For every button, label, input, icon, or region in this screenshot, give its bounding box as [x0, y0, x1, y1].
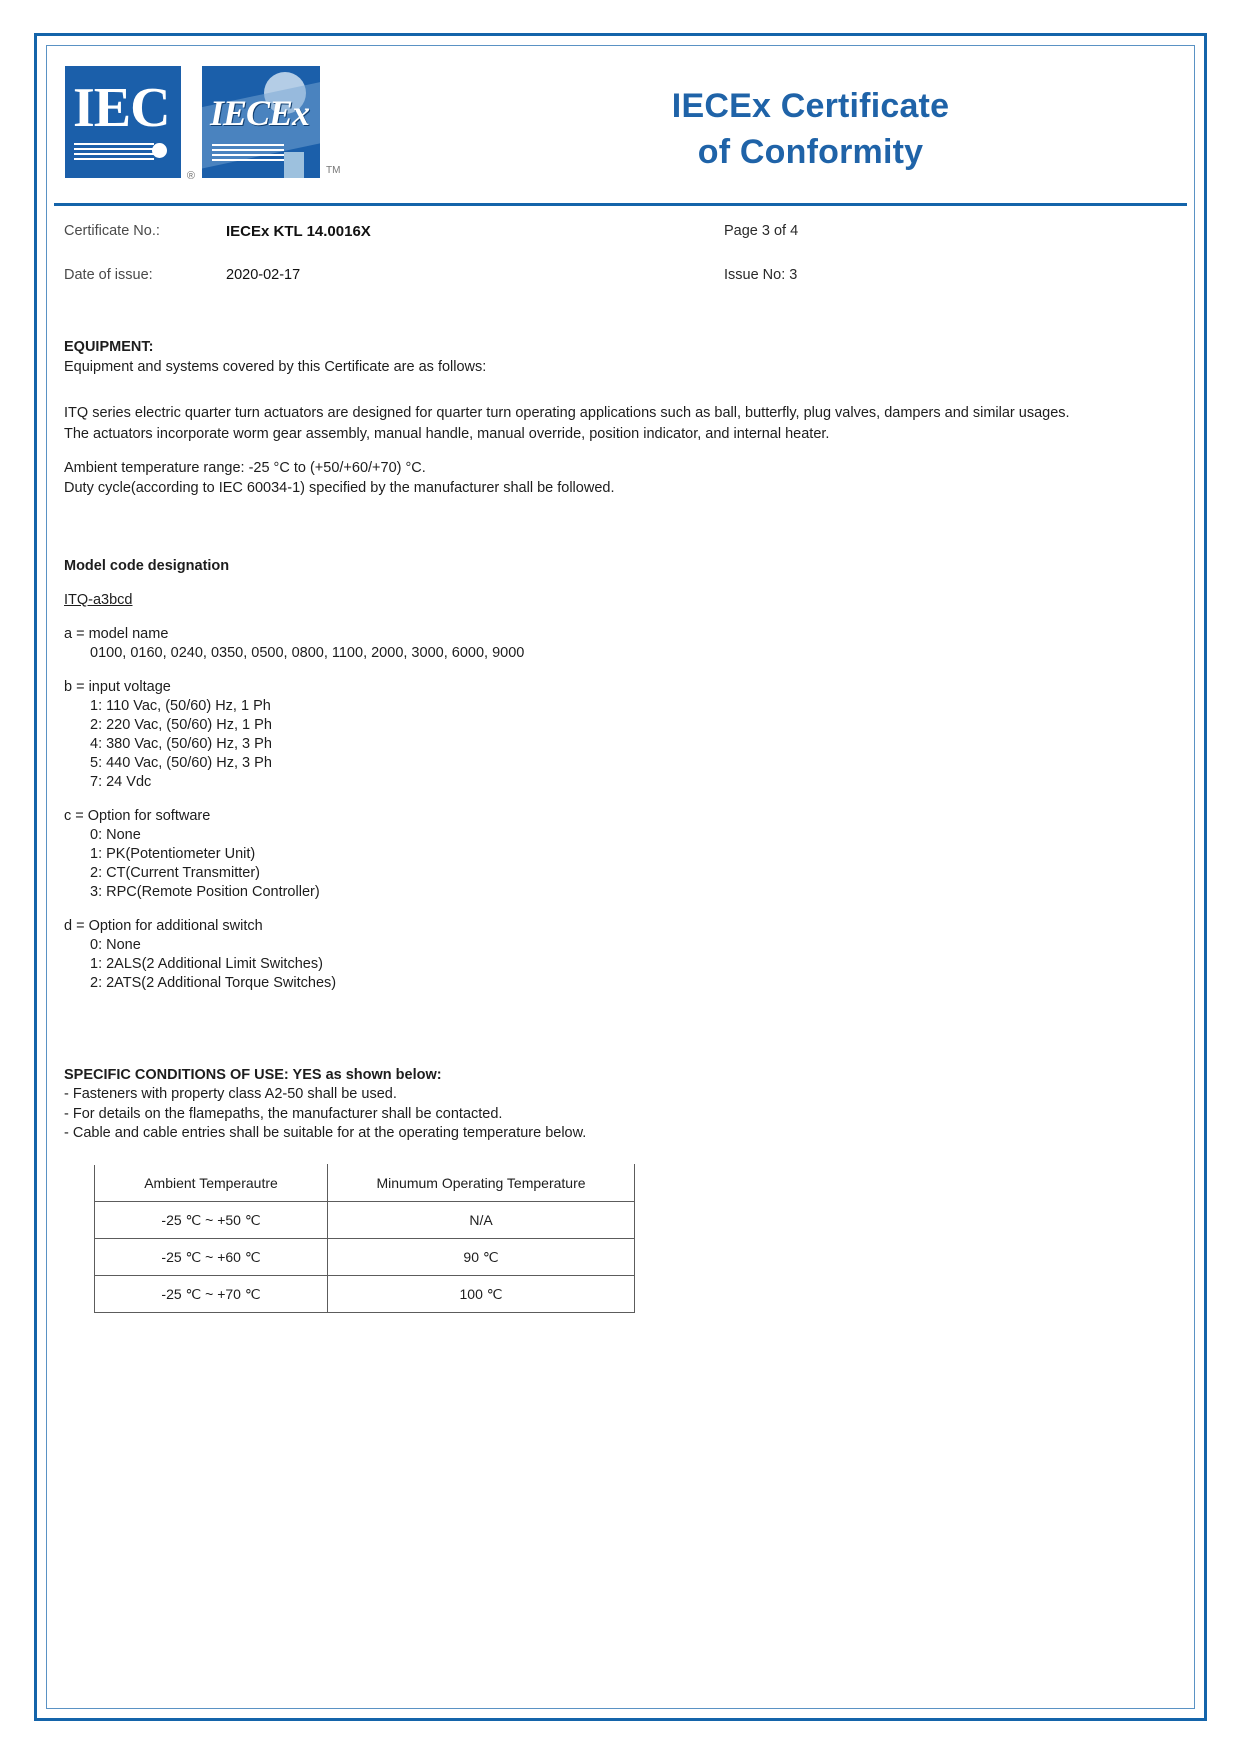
model-code-item: 5: 440 Vac, (50/60) Hz, 3 Ph — [90, 755, 272, 771]
page-title-line-1: IECEx Certificate — [671, 87, 950, 125]
issue-number: Issue No: 3 — [724, 267, 798, 283]
equipment-heading: EQUIPMENT: — [64, 339, 154, 355]
specific-conditions-list — [64, 1085, 1179, 1144]
date-of-issue-value: 2020-02-17 — [226, 267, 301, 283]
spacer — [64, 993, 1179, 1051]
model-code-item: 2: CT(Current Transmitter) — [90, 865, 260, 881]
spacer — [64, 1051, 1179, 1065]
model-code-group-b — [64, 677, 1179, 792]
table-cell-ambient: -25 ℃ ~ +70 ℃ — [95, 1275, 328, 1312]
spacer — [64, 792, 1179, 806]
model-code-item: 1: 110 Vac, (50/60) Hz, 1 Ph — [90, 698, 271, 714]
model-code-item: 2: 2ATS(2 Additional Torque Switches) — [90, 975, 337, 991]
condition-item: - Fasteners with property class A2-50 shall be used. — [64, 1086, 397, 1102]
iec-logo-lines-icon — [74, 143, 154, 158]
table-header-row — [95, 1164, 635, 1201]
model-code-item: 7: 24 Vdc — [90, 774, 152, 790]
page-content — [54, 53, 1187, 1701]
model-code-heading: Model code designation — [64, 558, 230, 574]
model-code-group-a — [64, 624, 1179, 663]
duty-cycle-note: Duty cycle(according to IEC 60034-1) specified by the manufacturer shall be followed. — [64, 480, 615, 496]
table-cell-ambient: -25 ℃ ~ +60 ℃ — [95, 1238, 328, 1275]
iec-logo-icon — [65, 66, 195, 182]
equipment-subheading: Equipment and systems covered by this Certificate are as follows: — [64, 359, 487, 375]
spacer — [64, 576, 1179, 590]
table-column-header-ambient: Ambient Temperautre — [95, 1164, 328, 1201]
condition-item: - For details on the flamepaths, the manufacturer shall be contacted. — [64, 1105, 503, 1122]
header-divider — [54, 203, 1187, 206]
model-code-group-head: a = model name — [64, 626, 169, 642]
model-code-group-c — [64, 806, 1179, 902]
model-code-item: 3: RPC(Remote Position Controller) — [90, 884, 320, 900]
spacer — [64, 377, 1179, 403]
model-code-item: 0: None — [90, 937, 141, 953]
ambient-temperature-range: Ambient temperature range: -25 °C to (+50/+60/+70) °C. — [64, 460, 426, 476]
model-code-group-items — [64, 697, 1179, 792]
model-code-item: 1: 2ALS(2 Additional Limit Switches) — [90, 956, 323, 972]
table-row — [95, 1275, 635, 1312]
page-title — [434, 83, 1187, 175]
temperature-table-body — [95, 1201, 635, 1312]
model-code-pattern — [64, 590, 1179, 610]
table-cell-minimum: 100 ℃ — [328, 1275, 635, 1312]
table-column-header-minimum-operating: Minumum Operating Temperature — [328, 1164, 635, 1201]
table-cell-ambient: -25 ℃ ~ +50 ℃ — [95, 1201, 328, 1238]
iecex-logo-icon — [202, 66, 320, 178]
model-code-group-head: d = Option for additional switch — [64, 918, 263, 934]
model-code-pattern-text: ITQ-a3bcd — [64, 592, 133, 608]
certificate-meta — [54, 223, 1187, 311]
specific-conditions-heading: SPECIFIC CONDITIONS OF USE: YES as shown below: — [64, 1067, 442, 1083]
spacer — [64, 610, 1179, 624]
model-code-item: 4: 380 Vac, (50/60) Hz, 3 Ph — [90, 736, 272, 752]
trademark-mark: TM — [326, 165, 341, 176]
condition-item: - Cable and cable entries shall be suitable for at the operating temperature below. — [64, 1125, 587, 1141]
model-code-group-items — [64, 936, 1179, 993]
date-of-issue-label: Date of issue: — [64, 267, 153, 283]
table-row — [95, 1201, 635, 1238]
model-code-item: 0: None — [90, 827, 141, 843]
model-code-item: 2: 220 Vac, (50/60) Hz, 1 Ph — [90, 717, 272, 733]
page-indicator: Page 3 of 4 — [724, 223, 799, 239]
iec-logo-dot-icon — [152, 143, 167, 158]
iecex-block-icon — [284, 152, 304, 178]
model-code-item: 1: PK(Potentiometer Unit) — [90, 846, 256, 862]
table-cell-minimum: N/A — [328, 1201, 635, 1238]
model-code-group-d — [64, 916, 1179, 993]
table-cell-minimum: 90 ℃ — [328, 1238, 635, 1275]
model-code-group-items — [64, 826, 1179, 902]
page-title-line-2: of Conformity — [697, 133, 924, 171]
table-row — [95, 1238, 635, 1275]
iecex-logo-text: IECEx — [210, 93, 310, 133]
spacer — [64, 663, 1179, 677]
temperature-table — [94, 1164, 635, 1313]
iecex-logo-lines-icon — [212, 144, 284, 164]
registered-mark: ® — [186, 170, 195, 182]
spacer — [64, 498, 1179, 556]
certificate-header — [54, 53, 1187, 201]
temperature-table-head — [95, 1164, 635, 1201]
iec-logo-text: IEC — [73, 77, 170, 139]
model-code-group-items — [64, 644, 1179, 663]
equipment-description: ITQ series electric quarter turn actuators are designed for quarter turn operating applications such as ball, butterfly, plug valves, dampers and similar usages. The actuators incorporate worm gear assembly, manual handle, manual override, position indicator, and internal heater. — [64, 405, 1070, 442]
model-code-group-head: b = input voltage — [64, 679, 171, 695]
model-code-group-head: c = Option for software — [64, 808, 211, 824]
model-code-item: 0100, 0160, 0240, 0350, 0500, 0800, 1100, 2000, 3000, 6000, 9000 — [90, 645, 525, 661]
certificate-body — [54, 337, 1187, 1313]
spacer — [64, 444, 1179, 458]
certificate-number-label: Certificate No.: — [64, 223, 160, 239]
certificate-number-value: IECEx KTL 14.0016X — [226, 223, 371, 240]
certificate-number-row — [54, 223, 1187, 267]
date-of-issue-row — [54, 267, 1187, 311]
spacer — [64, 902, 1179, 916]
